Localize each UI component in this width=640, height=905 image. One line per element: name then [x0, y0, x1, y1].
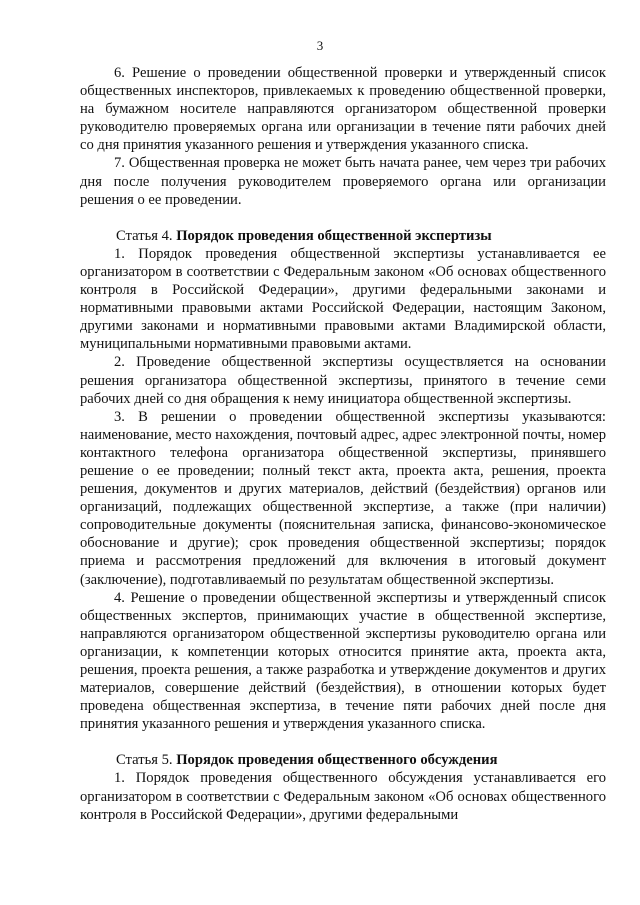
page-number: 3 — [316, 38, 324, 53]
paragraph: 1. Порядок проведения общественного обсуждения устанавливается его организатором в соответствии с Федеральным законом «Об основах общественного контроля в Российской Федерации», другими федеральными — [80, 770, 606, 823]
article-5-title: Порядок проведения общественного обсуждения — [176, 752, 498, 769]
paragraph: 2. Проведение общественной экспертизы осуществляется на основании решения организатора общественной экспертизы, принятого в течение семи рабочих дней со дня обращения к нему инициатора общественной экспертизы. — [80, 354, 606, 407]
paragraph: 6. Решение о проведении общественной проверки и утвержденный список общественных инспекторов, привлекаемых к проведению общественной проверки, на бумажном носителе направляются организатором общественной проверки руководителю проверяемых органа или организации в течение пяти рабочих дней со дня принятия указанного решения и утверждения указанного списка. — [80, 65, 606, 154]
document-body — [80, 64, 606, 824]
article-5-heading — [80, 751, 606, 769]
article-4-title: Порядок проведения общественной экспертизы — [176, 227, 492, 244]
article-4-prefix: Статья 4. — [116, 227, 177, 244]
paragraph: 3. В решении о проведении общественной экспертизы указываются: наименование, место нахождения, почтовый адрес, адрес электронной почты, номер контактного телефона организатора общественной экспертизы, принявшего решение о ее проведении; полный текст акта, проекта акта, решения, проекта решения, документов и других материалов, действий (бездействия) органов или организаций, подлежащих общественной экспертизе, а также (при наличии) сопроводительные документы (пояснительная записка, финансово-экономическое обоснование и другие); срок проведения общественной экспертизы; порядок приема и рассмотрения предложений для включения в итоговый документ (заключение), подготавливаемый по результатам общественной экспертизы. — [80, 408, 607, 588]
paragraph: 1. Порядок проведения общественной экспертизы устанавливается ее организатором в соответствии с Федеральным законом «Об основах общественного контроля в Российской Федерации», другими федеральными законами и нормативными правовыми актами Российской Федерации, настоящим Законом, другими законами и нормативными правовыми актами Владимирской области, муниципальными нормативными правовыми актами. — [80, 245, 606, 353]
paragraph: 4. Решение о проведении общественной экспертизы и утвержденный список общественных экспертов, принимающих участие в общественной экспертизе, направляются организатором общественной экспертизы руководителю органа или организации, к компетенции которых относится принятие акта, проекта акта, решения, проекта решения, а также разработка и утверждение документов и других материалов, совершение действий (бездействия), в отношении которых будет проведена общественная экспертиза, в течение пяти рабочих дней после дня принятия указанного решения и утверждения указанного списка. — [80, 589, 606, 733]
paragraph: 7. Общественная проверка не может быть начата ранее, чем через три рабочих дня после получения руководителем проверяемого органа или организации решения о ее проведении. — [80, 155, 606, 208]
article-5-prefix: Статья 5. — [116, 752, 177, 769]
article-4-heading — [80, 227, 606, 245]
